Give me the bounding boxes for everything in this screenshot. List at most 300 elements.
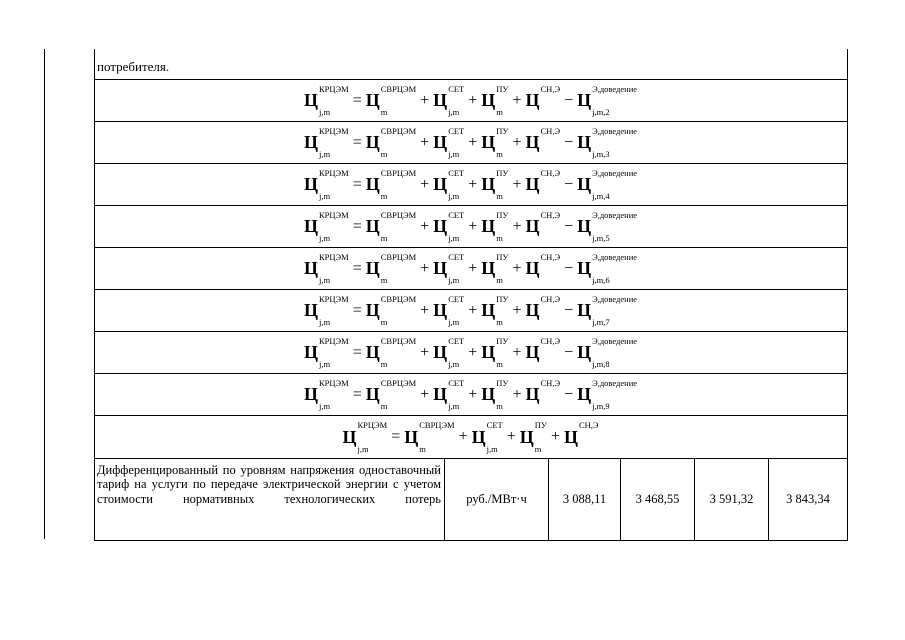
term-symbol-letter: Ц bbox=[365, 384, 380, 404]
term-symbol-superscript: Э,доведение bbox=[592, 83, 638, 94]
lhs-superscript: КРЦЭМ bbox=[319, 209, 349, 220]
operator: − bbox=[564, 301, 574, 319]
formula-row bbox=[94, 164, 847, 205]
term-symbol-superscript: СЕТ bbox=[448, 335, 465, 346]
operator: + bbox=[468, 385, 478, 403]
term-symbol bbox=[577, 335, 638, 369]
term-symbol-indices bbox=[496, 209, 509, 243]
term-symbol-indices bbox=[448, 125, 465, 159]
term-symbol-subscript: j,m bbox=[448, 359, 460, 369]
term-symbol-indices bbox=[496, 377, 509, 411]
term-symbol-subscript: m bbox=[496, 107, 503, 117]
formula-row bbox=[94, 122, 847, 163]
term-symbol bbox=[481, 293, 509, 327]
term-symbol-subscript: m bbox=[496, 233, 503, 243]
lhs-letter: Ц bbox=[303, 300, 318, 320]
term-symbol-indices bbox=[448, 251, 465, 285]
lhs-symbol bbox=[303, 83, 349, 117]
operator: + bbox=[512, 301, 522, 319]
term-symbol-superscript: Э,доведение bbox=[592, 251, 638, 262]
term-symbol bbox=[577, 251, 638, 285]
term-symbol-superscript: ПУ bbox=[496, 251, 509, 262]
term-symbol-letter: Ц bbox=[365, 342, 380, 362]
term-symbol-indices bbox=[380, 83, 417, 117]
lhs-indices bbox=[319, 335, 349, 369]
operator: + bbox=[420, 175, 430, 193]
term-symbol-letter: Ц bbox=[481, 384, 496, 404]
term-symbol bbox=[433, 251, 465, 285]
term-symbol-superscript: СН,Э bbox=[540, 251, 561, 262]
term-symbol bbox=[577, 83, 638, 117]
lhs-superscript: КРЦЭМ bbox=[319, 293, 349, 304]
operator: + bbox=[468, 343, 478, 361]
term-symbol-indices bbox=[448, 83, 465, 117]
term-symbol-superscript: СВРЦЭМ bbox=[380, 293, 417, 304]
term-symbol-letter: Ц bbox=[481, 300, 496, 320]
term-symbol-letter: Ц bbox=[577, 342, 592, 362]
term-symbol-letter: Ц bbox=[365, 90, 380, 110]
operator: + bbox=[550, 428, 560, 445]
term-symbol-superscript: Э,доведение bbox=[592, 167, 638, 178]
term-symbol-subscript: m bbox=[534, 443, 542, 454]
formula-row bbox=[94, 248, 847, 289]
operator: + bbox=[468, 133, 478, 151]
term-symbol-letter: Ц bbox=[365, 300, 380, 320]
formula-row bbox=[94, 416, 847, 458]
tariff-value: 3 843,34 bbox=[786, 492, 830, 506]
term-symbol-subscript: j,m,2 bbox=[592, 107, 610, 117]
term-symbol-letter: Ц bbox=[433, 132, 448, 152]
term-symbol-superscript: ПУ bbox=[496, 167, 509, 178]
term-symbol bbox=[564, 422, 599, 452]
lhs-subscript: j,m bbox=[357, 443, 369, 454]
term-symbol-letter: Ц bbox=[577, 90, 592, 110]
term-symbol-subscript: j,m bbox=[448, 275, 460, 285]
term-symbol-superscript: СЕТ bbox=[448, 209, 465, 220]
term-symbol-superscript: СВРЦЭМ bbox=[380, 209, 417, 220]
term-symbol-superscript: Э,доведение bbox=[592, 209, 638, 220]
tariff-value: 3 088,11 bbox=[562, 492, 607, 506]
lhs-subscript: j,m bbox=[319, 275, 331, 285]
formula bbox=[303, 251, 638, 285]
term-symbol-subscript: m bbox=[380, 275, 388, 285]
term-symbol-indices bbox=[592, 293, 638, 327]
term-symbol-subscript: j,m bbox=[448, 401, 460, 411]
lhs-indices bbox=[319, 167, 349, 201]
lhs-symbol bbox=[303, 335, 349, 369]
term-symbol bbox=[525, 335, 561, 368]
term-symbol-superscript: СЕТ bbox=[448, 377, 465, 388]
lhs-symbol bbox=[303, 293, 349, 327]
term-symbol bbox=[433, 335, 465, 369]
term-symbol-indices bbox=[535, 422, 547, 452]
term-symbol bbox=[481, 251, 509, 285]
term-symbol-indices bbox=[448, 293, 465, 327]
term-symbol-indices bbox=[540, 167, 561, 200]
term-symbol-superscript: ПУ bbox=[496, 335, 509, 346]
term-symbol-superscript: ПУ bbox=[496, 377, 509, 388]
term-symbol-letter: Ц bbox=[525, 132, 540, 152]
term-symbol-subscript: m bbox=[496, 317, 503, 327]
tariff-description: Дифференцированный по уровням напряжения одноставочный тариф на услуги по передаче электрической энергии с учетом стоимости нормативных технологических потерь bbox=[97, 463, 441, 506]
formula bbox=[303, 167, 638, 201]
term-symbol-indices bbox=[592, 167, 638, 201]
term-symbol-superscript: СН,Э bbox=[540, 209, 561, 220]
term-symbol-letter: Ц bbox=[481, 132, 496, 152]
term-symbol bbox=[365, 209, 417, 243]
term-symbol-letter: Ц bbox=[481, 90, 496, 110]
term-symbol-superscript: СН,Э bbox=[540, 125, 561, 136]
term-symbol-indices bbox=[496, 83, 509, 117]
term-symbol-subscript: m bbox=[496, 359, 503, 369]
right-border bbox=[847, 49, 848, 540]
lhs-letter: Ц bbox=[303, 90, 318, 110]
term-symbol-subscript: j,m,9 bbox=[592, 401, 610, 411]
term-symbol-indices bbox=[380, 377, 417, 411]
term-symbol-subscript: m bbox=[496, 149, 503, 159]
term-symbol-superscript: СН,Э bbox=[540, 293, 561, 304]
table-bottom-border bbox=[94, 540, 848, 541]
term-symbol-letter: Ц bbox=[577, 258, 592, 278]
term-symbol-superscript: СВРЦЭМ bbox=[380, 83, 417, 94]
term-symbol-letter: Ц bbox=[471, 426, 486, 447]
term-symbol-indices bbox=[448, 377, 465, 411]
equals-sign: = bbox=[352, 301, 362, 319]
term-symbol-superscript: СВРЦЭМ bbox=[380, 251, 417, 262]
tariff-unit: руб./МВт·ч bbox=[466, 492, 527, 506]
term-symbol-superscript: СВРЦЭМ bbox=[380, 167, 417, 178]
term-symbol bbox=[433, 83, 465, 117]
term-symbol bbox=[365, 251, 417, 285]
term-symbol-subscript: m bbox=[419, 443, 426, 454]
term-symbol bbox=[433, 209, 465, 243]
lhs-letter: Ц bbox=[303, 384, 318, 404]
lhs-symbol bbox=[303, 125, 349, 159]
term-symbol-indices bbox=[448, 209, 465, 243]
term-symbol-indices bbox=[380, 251, 417, 285]
term-symbol bbox=[481, 377, 509, 411]
lhs-symbol bbox=[342, 422, 387, 452]
term-symbol-superscript: Э,доведение bbox=[592, 377, 638, 388]
formula-row bbox=[94, 290, 847, 331]
term-symbol bbox=[433, 377, 465, 411]
term-symbol-indices bbox=[540, 377, 561, 410]
operator: + bbox=[420, 133, 430, 151]
lhs-indices bbox=[319, 251, 349, 285]
term-symbol-subscript: j,m bbox=[486, 443, 498, 454]
term-symbol-superscript: СН,Э bbox=[540, 377, 561, 388]
term-symbol-indices bbox=[380, 209, 417, 243]
lhs-superscript: КРЦЭМ bbox=[319, 83, 349, 94]
lhs-letter: Ц bbox=[303, 342, 318, 362]
term-symbol-indices bbox=[592, 125, 638, 159]
term-symbol bbox=[481, 167, 509, 201]
term-symbol-subscript: m bbox=[380, 107, 388, 117]
operator: + bbox=[512, 91, 522, 109]
equals-sign: = bbox=[352, 385, 362, 403]
term-symbol-letter: Ц bbox=[404, 426, 419, 447]
term-symbol bbox=[525, 251, 561, 284]
term-symbol-letter: Ц bbox=[577, 384, 592, 404]
lhs-subscript: j,m bbox=[319, 359, 331, 369]
term-symbol bbox=[525, 209, 561, 242]
term-symbol-indices bbox=[380, 335, 417, 369]
term-symbol-subscript: m bbox=[496, 275, 503, 285]
term-symbol-letter: Ц bbox=[577, 216, 592, 236]
term-symbol-indices bbox=[540, 83, 561, 116]
lhs-subscript: j,m bbox=[319, 233, 331, 243]
term-symbol-subscript: m bbox=[380, 359, 388, 369]
formula bbox=[303, 293, 638, 327]
term-symbol-indices bbox=[380, 167, 417, 201]
term-symbol-subscript: m bbox=[380, 149, 388, 159]
term-symbol bbox=[481, 83, 509, 117]
lhs-indices bbox=[319, 377, 349, 411]
lhs-superscript: КРЦЭМ bbox=[319, 125, 349, 136]
term-symbol-superscript: СВРЦЭМ bbox=[380, 335, 417, 346]
outer-left-border bbox=[44, 49, 45, 539]
term-symbol-superscript: Э,доведение bbox=[592, 335, 638, 346]
term-symbol-indices bbox=[380, 293, 417, 327]
lhs-indices bbox=[319, 209, 349, 243]
term-symbol-indices bbox=[496, 335, 509, 369]
term-symbol bbox=[365, 167, 417, 201]
operator: + bbox=[468, 259, 478, 277]
term-symbol-indices bbox=[540, 293, 561, 326]
lhs-subscript: j,m bbox=[319, 317, 331, 327]
formula bbox=[303, 125, 638, 159]
operator: − bbox=[564, 385, 574, 403]
term-symbol-letter: Ц bbox=[525, 90, 540, 110]
term-symbol-letter: Ц bbox=[577, 132, 592, 152]
lhs-subscript: j,m bbox=[319, 149, 331, 159]
term-symbol bbox=[577, 293, 638, 327]
intro-text: потребителя. bbox=[97, 59, 170, 74]
operator: − bbox=[564, 175, 574, 193]
term-symbol bbox=[481, 209, 509, 243]
term-symbol-letter: Ц bbox=[365, 258, 380, 278]
term-symbol-letter: Ц bbox=[519, 426, 534, 447]
term-symbol-subscript: j,m,8 bbox=[592, 359, 610, 369]
term-symbol-indices bbox=[579, 422, 599, 452]
term-symbol-letter: Ц bbox=[433, 342, 448, 362]
term-symbol-superscript: ПУ bbox=[496, 293, 509, 304]
term-symbol bbox=[365, 377, 417, 411]
term-symbol-superscript: СН,Э bbox=[540, 167, 561, 178]
term-symbol-superscript: ПУ bbox=[496, 209, 509, 220]
lhs-letter: Ц bbox=[303, 174, 318, 194]
term-symbol-indices bbox=[419, 422, 454, 452]
formula bbox=[303, 209, 638, 243]
term-symbol-subscript: j,m,7 bbox=[592, 317, 610, 327]
term-symbol-letter: Ц bbox=[365, 174, 380, 194]
formula bbox=[303, 335, 638, 369]
term-symbol-subscript: j,m,5 bbox=[592, 233, 610, 243]
lhs-indices bbox=[319, 125, 349, 159]
term-symbol-superscript: СЕТ bbox=[448, 251, 465, 262]
term-symbol-letter: Ц bbox=[433, 384, 448, 404]
term-symbol-indices bbox=[448, 167, 465, 201]
operator: + bbox=[420, 259, 430, 277]
operator: + bbox=[512, 217, 522, 235]
formula bbox=[303, 377, 638, 411]
term-symbol bbox=[365, 125, 417, 159]
term-symbol-indices bbox=[592, 209, 638, 243]
lhs-letter: Ц bbox=[342, 426, 357, 447]
term-symbol-subscript: m bbox=[496, 191, 503, 201]
operator: + bbox=[468, 217, 478, 235]
term-symbol-superscript: ПУ bbox=[496, 83, 509, 94]
term-symbol-letter: Ц bbox=[481, 258, 496, 278]
term-symbol bbox=[520, 422, 547, 452]
equals-sign: = bbox=[352, 91, 362, 109]
lhs-letter: Ц bbox=[303, 258, 318, 278]
formula bbox=[342, 422, 598, 452]
term-symbol-letter: Ц bbox=[433, 258, 448, 278]
lhs-indices bbox=[357, 422, 387, 452]
term-symbol-letter: Ц bbox=[577, 300, 592, 320]
term-symbol-superscript: Э,доведение bbox=[592, 293, 638, 304]
term-symbol-letter: Ц bbox=[433, 300, 448, 320]
term-symbol-subscript: m bbox=[380, 317, 388, 327]
term-symbol-letter: Ц bbox=[525, 258, 540, 278]
term-symbol-indices bbox=[448, 335, 465, 369]
term-symbol-subscript: m bbox=[496, 401, 503, 411]
term-symbol-letter: Ц bbox=[577, 174, 592, 194]
operator: + bbox=[420, 385, 430, 403]
lhs-superscript: КРЦЭМ bbox=[357, 420, 388, 430]
term-symbol bbox=[365, 335, 417, 369]
term-symbol-subscript: j,m bbox=[448, 191, 460, 201]
equals-sign: = bbox=[352, 343, 362, 361]
term-symbol-letter: Ц bbox=[433, 216, 448, 236]
operator: + bbox=[512, 343, 522, 361]
term-symbol-superscript: СЕТ bbox=[486, 420, 503, 430]
equals-sign: = bbox=[352, 259, 362, 277]
operator: + bbox=[458, 428, 468, 445]
term-symbol-indices bbox=[496, 125, 509, 159]
formula-row bbox=[94, 80, 847, 121]
term-symbol bbox=[472, 422, 503, 452]
operator: − bbox=[564, 259, 574, 277]
term-symbol-superscript: СН,Э bbox=[540, 335, 561, 346]
tariff-value: 3 468,55 bbox=[635, 492, 680, 506]
term-symbol-subscript: m bbox=[380, 401, 388, 411]
lhs-letter: Ц bbox=[303, 132, 318, 152]
term-symbol-indices bbox=[540, 251, 561, 284]
lhs-symbol bbox=[303, 377, 349, 411]
term-symbol-letter: Ц bbox=[525, 384, 540, 404]
term-symbol-subscript: j,m bbox=[448, 149, 460, 159]
term-symbol-letter: Ц bbox=[563, 426, 578, 447]
term-symbol bbox=[433, 167, 465, 201]
term-symbol bbox=[433, 125, 465, 159]
term-symbol-superscript: ПУ bbox=[534, 420, 547, 430]
lhs-superscript: КРЦЭМ bbox=[319, 251, 349, 262]
lhs-subscript: j,m bbox=[319, 191, 331, 201]
lhs-symbol bbox=[303, 167, 349, 201]
term-symbol-superscript: СВРЦЭМ bbox=[419, 420, 455, 430]
operator: + bbox=[512, 385, 522, 403]
lhs-letter: Ц bbox=[303, 216, 318, 236]
formula-row bbox=[94, 374, 847, 415]
operator: + bbox=[420, 91, 430, 109]
term-symbol-superscript: СЕТ bbox=[448, 293, 465, 304]
term-symbol-indices bbox=[540, 335, 561, 368]
term-symbol-superscript: СВРЦЭМ bbox=[380, 125, 417, 136]
term-symbol-letter: Ц bbox=[481, 216, 496, 236]
term-symbol-subscript: j,m,6 bbox=[592, 275, 610, 285]
formula-row bbox=[94, 332, 847, 373]
term-symbol-indices bbox=[540, 125, 561, 158]
term-symbol-indices bbox=[380, 125, 417, 159]
term-symbol-indices bbox=[496, 251, 509, 285]
term-symbol bbox=[404, 422, 454, 452]
term-symbol-indices bbox=[496, 167, 509, 201]
lhs-subscript: j,m bbox=[319, 401, 331, 411]
term-symbol-indices bbox=[540, 209, 561, 242]
term-symbol-indices bbox=[592, 335, 638, 369]
term-symbol-letter: Ц bbox=[525, 300, 540, 320]
term-symbol bbox=[525, 377, 561, 410]
term-symbol bbox=[577, 209, 638, 243]
term-symbol bbox=[525, 83, 561, 116]
operator: + bbox=[420, 217, 430, 235]
term-symbol bbox=[577, 125, 638, 159]
lhs-superscript: КРЦЭМ bbox=[319, 167, 349, 178]
term-symbol-indices bbox=[592, 251, 638, 285]
equals-sign: = bbox=[352, 175, 362, 193]
term-symbol-subscript: j,m bbox=[448, 233, 460, 243]
term-symbol-superscript: ПУ bbox=[496, 125, 509, 136]
lhs-indices bbox=[319, 293, 349, 327]
operator: + bbox=[512, 133, 522, 151]
equals-sign: = bbox=[352, 217, 362, 235]
term-symbol-letter: Ц bbox=[525, 342, 540, 362]
operator: − bbox=[564, 91, 574, 109]
term-symbol bbox=[577, 167, 638, 201]
operator: − bbox=[564, 343, 574, 361]
term-symbol bbox=[525, 167, 561, 200]
term-symbol-letter: Ц bbox=[481, 174, 496, 194]
term-symbol-subscript: m bbox=[380, 233, 388, 243]
term-symbol bbox=[577, 377, 638, 411]
term-symbol-subscript: m bbox=[380, 191, 388, 201]
operator: + bbox=[468, 301, 478, 319]
term-symbol-indices bbox=[487, 422, 503, 452]
term-symbol-indices bbox=[496, 293, 509, 327]
tariff-value: 3 591,32 bbox=[709, 492, 754, 506]
term-symbol-letter: Ц bbox=[481, 342, 496, 362]
lhs-symbol bbox=[303, 209, 349, 243]
term-symbol bbox=[481, 125, 509, 159]
term-symbol-superscript: СВРЦЭМ bbox=[380, 377, 417, 388]
term-symbol-superscript: СН,Э bbox=[578, 420, 599, 430]
lhs-subscript: j,m bbox=[319, 107, 331, 117]
term-symbol-superscript: Э,доведение bbox=[592, 125, 638, 136]
term-symbol-subscript: j,m,4 bbox=[592, 191, 610, 201]
term-symbol-subscript: j,m bbox=[448, 107, 460, 117]
term-symbol-subscript: j,m bbox=[448, 317, 460, 327]
term-symbol-letter: Ц bbox=[525, 174, 540, 194]
term-symbol-letter: Ц bbox=[525, 216, 540, 236]
term-symbol bbox=[481, 335, 509, 369]
term-symbol-letter: Ц bbox=[365, 216, 380, 236]
term-symbol-superscript: СН,Э bbox=[540, 83, 561, 94]
term-symbol-letter: Ц bbox=[365, 132, 380, 152]
lhs-superscript: КРЦЭМ bbox=[319, 377, 349, 388]
operator: + bbox=[512, 259, 522, 277]
